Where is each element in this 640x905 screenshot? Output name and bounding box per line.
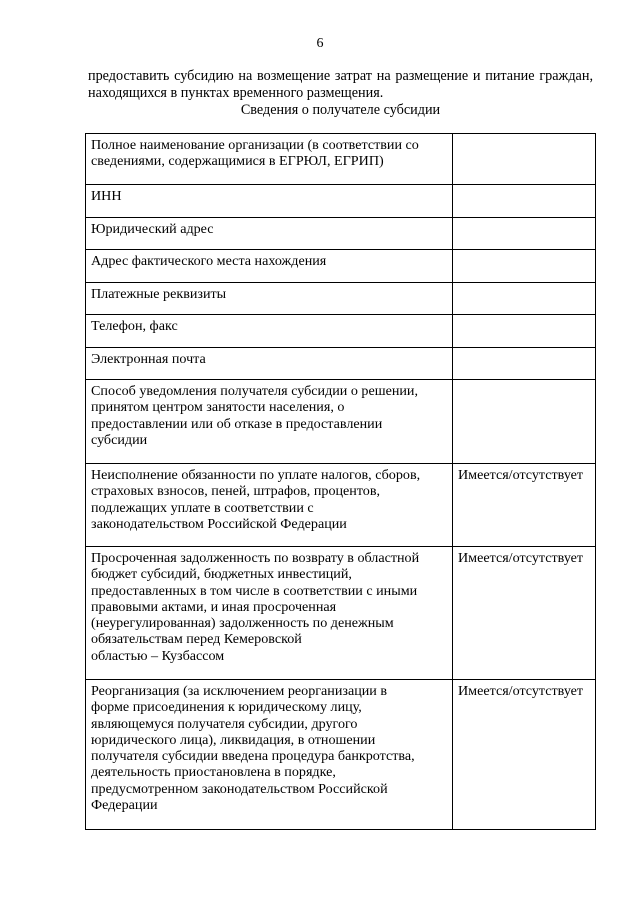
table-row-notification-method: [86, 380, 596, 464]
table-row-phone-fax: [86, 315, 596, 348]
table-row-email: [86, 348, 596, 380]
table-row-actual-address: [86, 250, 596, 283]
table-row-tax-obligations: [86, 464, 596, 547]
row-value: [453, 348, 596, 380]
row-value: Имеется/отсутствует: [453, 680, 596, 830]
row-label: ИНН: [86, 185, 453, 218]
table-row-legal-address: [86, 218, 596, 250]
row-label: Телефон, факс: [86, 315, 453, 348]
row-label: Способ уведомления получателя субсидии о решении, принятом центром занятости населения, о предоставлении или об отказе в предоставлении субсидии: [86, 380, 453, 464]
row-label: Неисполнение обязанности по уплате налогов, сборов, страховых взносов, пеней, штрафов, процентов, подлежащих уплате в соответствии с законодательством Российской Федерации: [86, 464, 453, 547]
row-label: Просроченная задолженность по возврату в областной бюджет субсидий, бюджетных инвестиций, предоставленных в том числе в соответствии с иными правовыми актами, и иная просроченная (неурегулированная) задолженность по денежным обязательствам перед Кемеровской областью – Кузбассом: [86, 547, 453, 680]
recipient-info-table: [85, 133, 596, 830]
row-value: [453, 283, 596, 315]
row-value: [453, 134, 596, 185]
row-label: Адрес фактического места нахождения: [86, 250, 453, 283]
row-value: Имеется/отсутствует: [453, 547, 596, 680]
row-value: [453, 185, 596, 218]
row-label: Платежные реквизиты: [86, 283, 453, 315]
row-label: Полное наименование организации (в соответствии со сведениями, содержащимися в ЕГРЮЛ, ЕГРИП): [86, 134, 453, 185]
row-value: Имеется/отсутствует: [453, 464, 596, 547]
table-row-full-name: [86, 134, 596, 185]
row-value: [453, 218, 596, 250]
row-value: [453, 380, 596, 464]
table-row-reorganization: [86, 680, 596, 830]
table-row-inn: [86, 185, 596, 218]
table-row-overdue-debt: [86, 547, 596, 680]
row-value: [453, 250, 596, 283]
row-label: Реорганизация (за исключением реорганизации в форме присоединения к юридическому лицу, являющемуся получателя субсидии, другого юридического лица), ликвидация, в отношении получателя субсидии введена процедура банкротства, деятельность приостановлена в порядке, предусмотренном законодательством Российской Федерации: [86, 680, 453, 830]
section-title: Сведения о получателе субсидии: [240, 102, 441, 118]
row-value: [453, 315, 596, 348]
intro-paragraph: предоставить субсидию на возмещение затрат на размещение и питание граждан, находящихся в пунктах временного размещения.: [88, 68, 593, 101]
row-label: Юридический адрес: [86, 218, 453, 250]
row-label: Электронная почта: [86, 348, 453, 380]
table-row-payment-details: [86, 283, 596, 315]
page-number: 6: [316, 36, 324, 51]
